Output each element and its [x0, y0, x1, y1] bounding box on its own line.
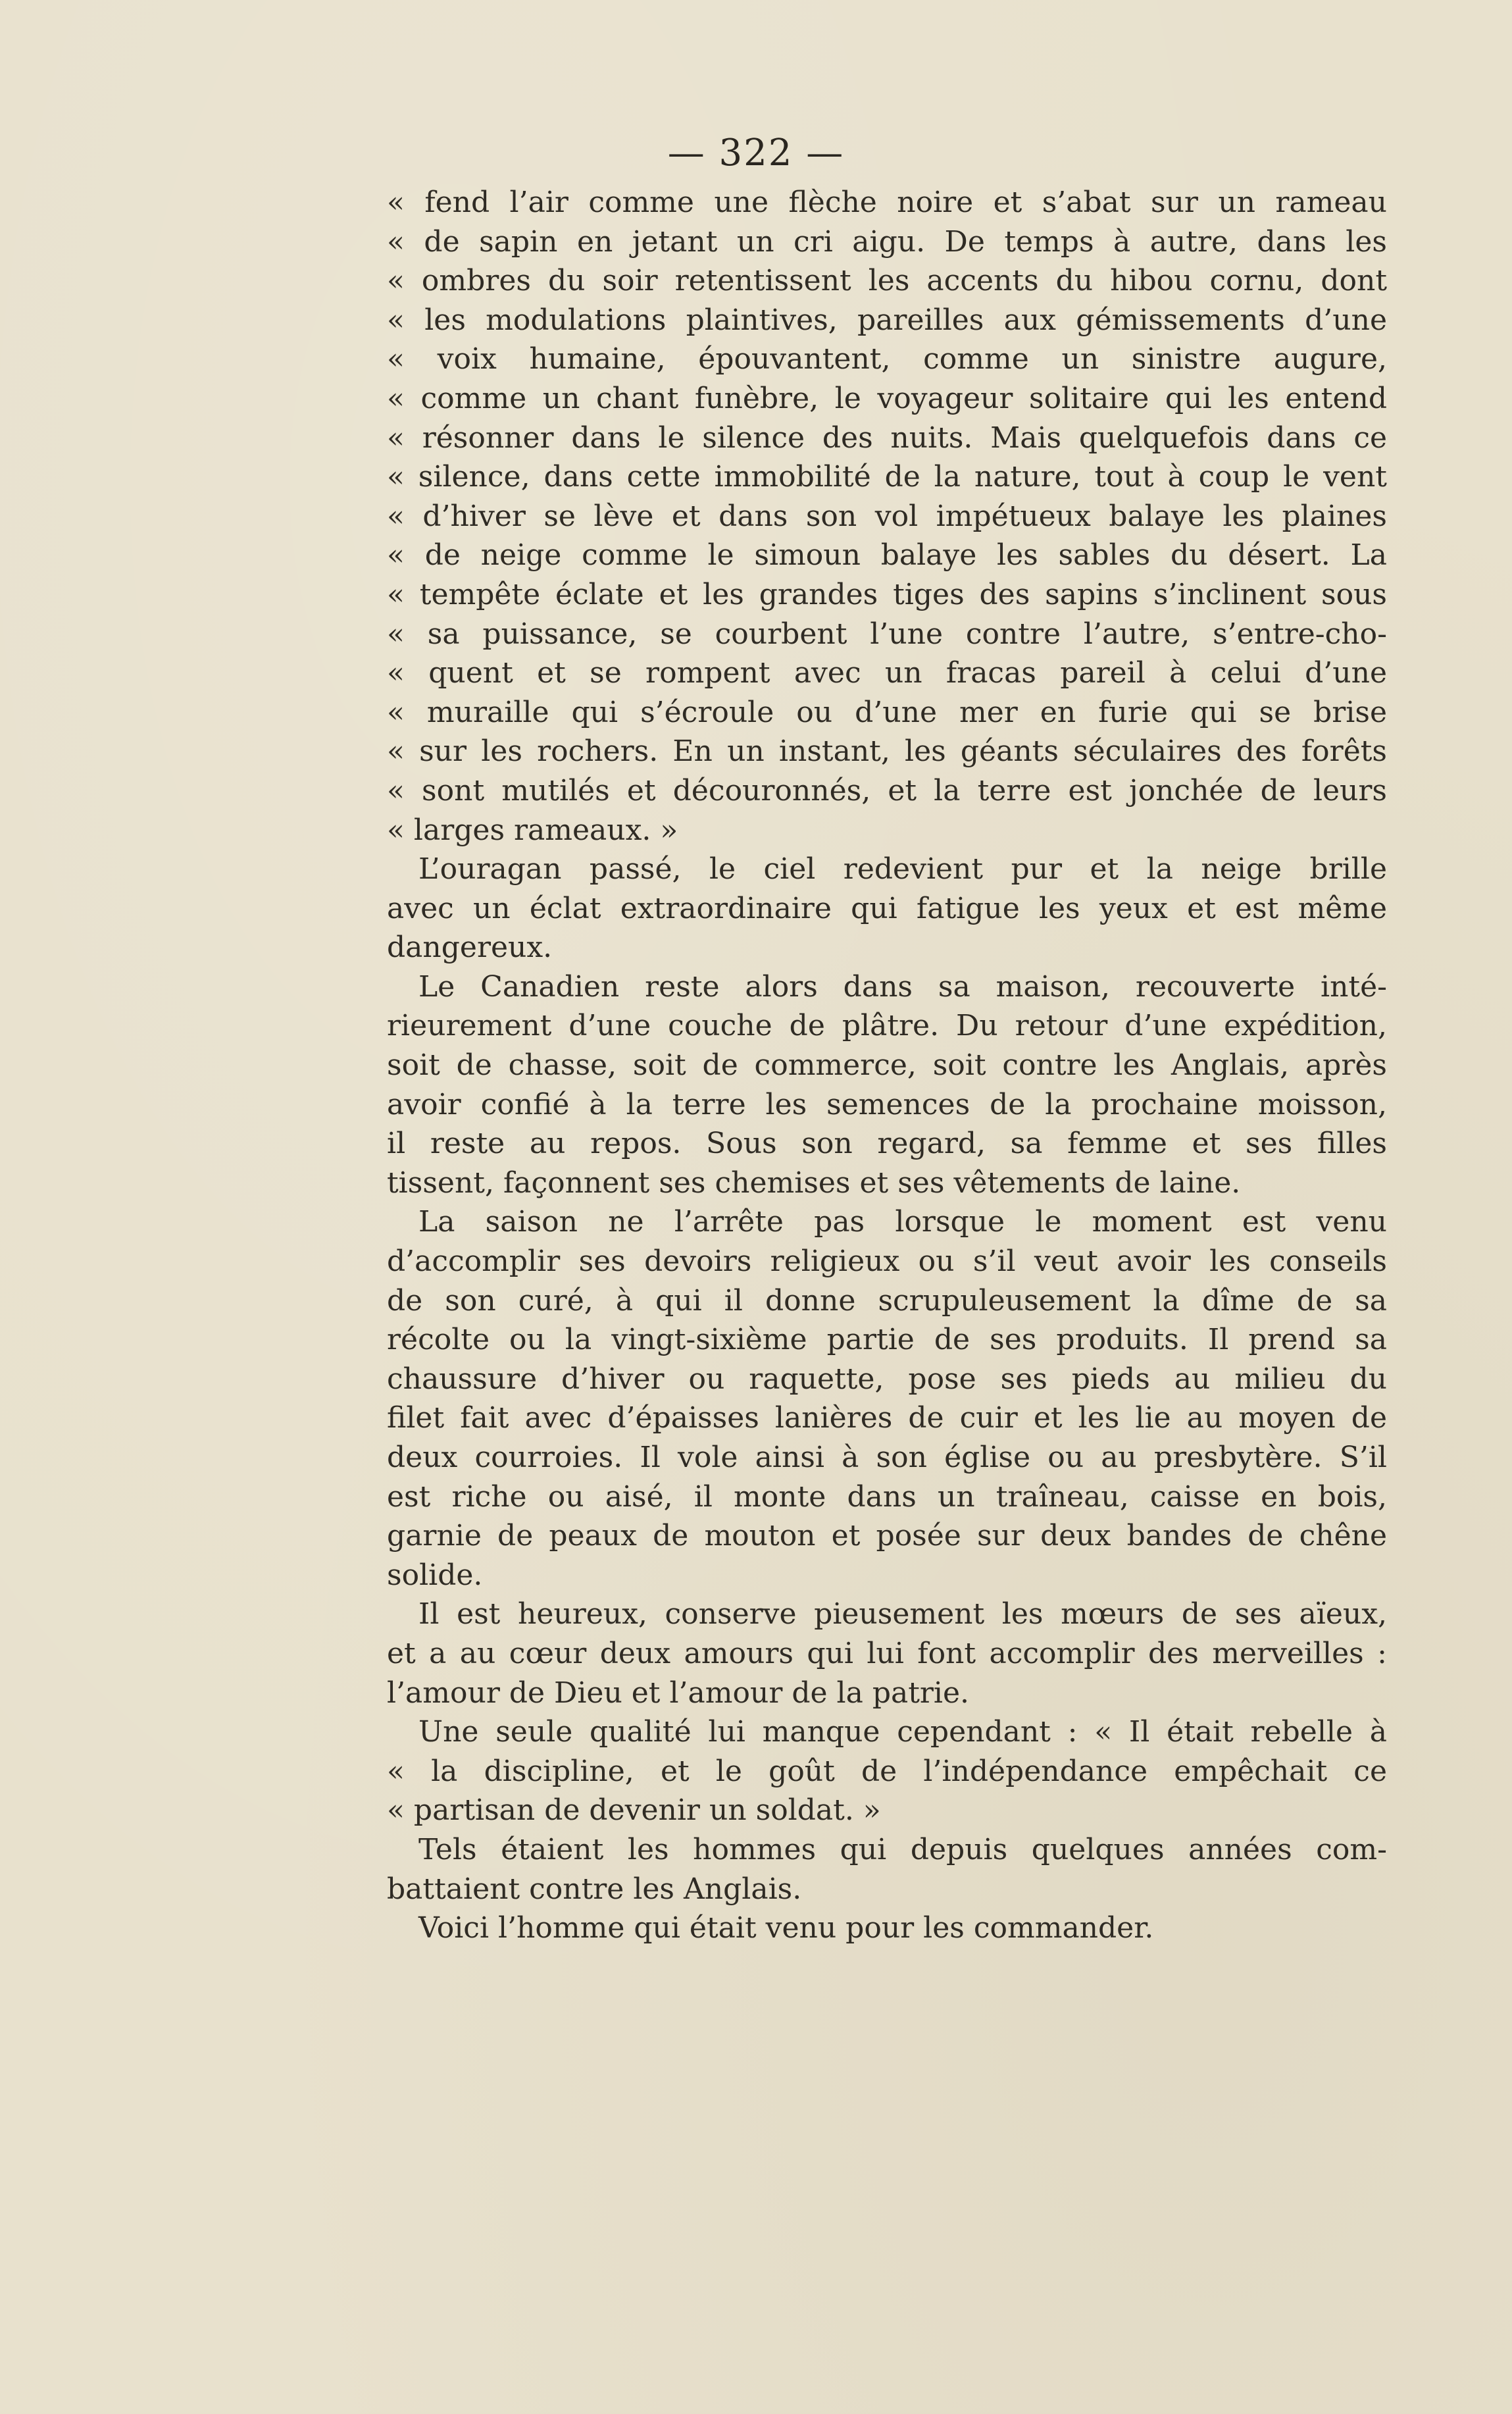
text-line: « ombres du soir retentissent les accents du hibou cornu, dont [387, 264, 1387, 298]
text-line: « sa puissance, se courbent l’une contre l’autre, s’entre-cho- [387, 617, 1387, 651]
text-line: « comme un chant funèbre, le voyageur solitaire qui les entend [387, 381, 1387, 415]
text-line: et a au cœur deux amours qui lui font accomplir des merveilles : [387, 1636, 1387, 1670]
text-line: de son curé, à qui il donne scrupuleusement la dîme de sa [387, 1283, 1387, 1318]
text-line: battaient contre les Anglais. [387, 1872, 802, 1906]
text-line: d’accomplir ses devoirs religieux ou s’il veut avoir les conseils [387, 1245, 1387, 1279]
text-line: « voix humaine, épouvantent, comme un sinistre augure, [387, 342, 1387, 376]
text-line: « fend l’air comme une flèche noire et s’abat sur un rameau [387, 186, 1387, 219]
text-line: « larges rameaux. » [387, 813, 678, 847]
text-line: « partisan de devenir un soldat. » [387, 1793, 881, 1828]
text-line: chaussure d’hiver ou raquette, pose ses pieds au milieu du [387, 1362, 1387, 1396]
text-line: « de sapin en jetant un cri aigu. De temps à autre, dans les [387, 224, 1387, 259]
text-line: « les modulations plaintives, pareilles aux gémissements d’une [387, 303, 1387, 337]
text-line: garnie de peaux de mouton et posée sur deux bandes de chêne [387, 1519, 1387, 1553]
text-line: filet fait avec d’épaisses lanières de cuir et les lie au moyen de [387, 1401, 1387, 1435]
text-line: tissent, façonnent ses chemises et ses vêtements de laine. [387, 1166, 1241, 1200]
text-line: « d’hiver se lève et dans son vol impétueux balaye les plaines [387, 499, 1387, 533]
text-line: l’amour de Dieu et l’amour de la patrie. [387, 1676, 970, 1710]
text-line: « quent et se rompent avec un fracas pareil à celui d’une [387, 656, 1387, 690]
text-line: « muraille qui s’écroule ou d’une mer en furie qui se brise [387, 695, 1387, 729]
text-line: avec un éclat extraordinaire qui fatigue les yeux et est même [387, 891, 1387, 925]
text-line: Le Canadien reste alors dans sa maison, recouverte inté- [418, 969, 1387, 1004]
text-line: dangereux. [387, 931, 553, 965]
text-line: « de neige comme le simoun balaye les sables du désert. La [387, 538, 1387, 573]
text-line: il reste au repos. Sous son regard, sa femme et ses filles [387, 1127, 1387, 1161]
text-line: Il est heureux, conserve pieusement les mœurs de ses aïeux, [418, 1597, 1387, 1631]
text-line: récolte ou la vingt-sixième partie de ses produits. Il prend sa [387, 1323, 1387, 1357]
text-line: « silence, dans cette immobilité de la nature, tout à coup le vent [387, 460, 1387, 494]
text-line: La saison ne l’arrête pas lorsque le moment est venu [418, 1205, 1387, 1239]
text-line: solide. [387, 1558, 483, 1592]
text-line: « résonner dans le silence des nuits. Mais quelquefois dans ce [387, 421, 1387, 455]
text-line: « sur les rochers. En un instant, les géants séculaires des forêts [387, 734, 1387, 769]
text-line: rieurement d’une couche de plâtre. Du retour d’une expédition, [387, 1009, 1387, 1043]
text-line: L’ouragan passé, le ciel redevient pur et la neige brille [418, 852, 1387, 886]
text-line: avoir confié à la terre les semences de la prochaine moisson, [387, 1087, 1387, 1121]
text-line: Voici l’homme qui était venu pour les commander. [418, 1911, 1154, 1945]
text-line: « sont mutilés et découronnés, et la terre est jonchée de leurs [387, 773, 1387, 808]
body-text [387, 183, 1387, 1948]
text-line: soit de chasse, soit de commerce, soit contre les Anglais, après [387, 1048, 1387, 1083]
text-line: « tempête éclate et les grandes tiges des sapins s’inclinent sous [387, 577, 1387, 611]
text-line: Une seule qualité lui manque cependant : « Il était rebelle à [418, 1715, 1387, 1749]
text-line: « la discipline, et le goût de l’indépendance empêchait ce [387, 1754, 1387, 1788]
text-line: deux courroies. Il vole ainsi à son église ou au presbytère. S’il [387, 1441, 1387, 1474]
text-line: Tels étaient les hommes qui depuis quelques années com- [418, 1832, 1387, 1866]
page-number: — 322 — [667, 132, 845, 174]
text-line: est riche ou aisé, il monte dans un traîneau, caisse en bois, [387, 1479, 1387, 1514]
